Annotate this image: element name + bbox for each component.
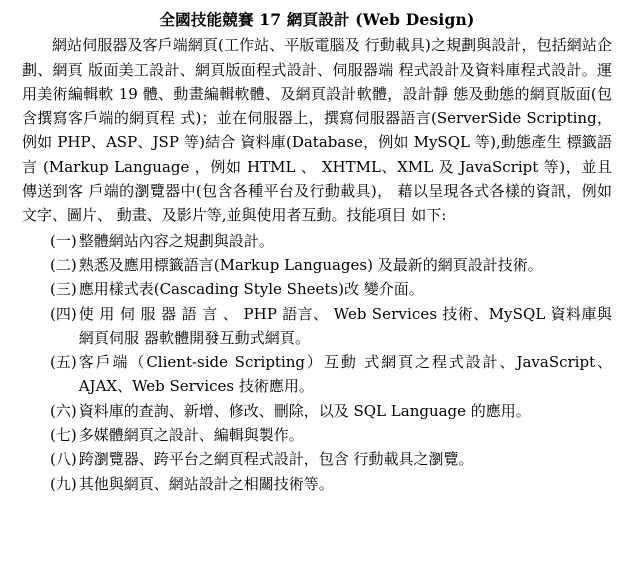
list-item-marker: (四) [50,304,77,323]
skill-items-list [22,229,612,496]
list-item-marker: (三) [50,280,77,299]
list-item-label: 應用樣式表(Cascading Style Sheets)改 變介面。 [78,280,424,299]
list-item [22,447,612,471]
list-item-label: 跨瀏覽器、跨平台之網頁程式設計，包含 行動載具之瀏覽。 [78,450,474,469]
body-paragraph: 網站伺服器及客戶端網頁(工作站、平版電腦及 行動載具)之規劃與設計，包括網站企劃、網頁 版面美工設計、網頁版面程式設計、伺服器端 程式設計及資料庫程式設計。運用美術編輯軟 19 體、動畫編輯軟體、及網頁設計軟體，設計靜 態及動態的網頁版面(包含撰寫客戶端的網頁程 式)；並在伺服器上，撰寫伺服器語言(ServerSide Scripting，例如 PHP、ASP、JSP 等)結合 資料庫(Database，例如 MySQL 等),動態產生 標籤語言 (Markup Language ，例如 HTML 、 XHTML、XML 及 JavaScript 等)，並且傳送到客 戶端的瀏覽器中(包含各種平台及行動載具)， 藉以呈現各式各樣的資訊，例如文字、圖片、 動畫、及影片等,並與使用者互動。技能項目 如下: [22,36,612,225]
list-item [22,277,612,301]
list-item-label: 整體網站內容之規劃與設計。 [78,231,274,250]
list-item-marker: (八) [50,450,77,469]
list-item [22,399,612,423]
list-item [22,423,612,447]
list-item [22,253,612,277]
list-item [22,229,612,253]
list-item-label: 熟悉及應用標籤語言(Markup Languages) 及最新的網頁設計技術。 [78,255,543,274]
list-item-marker: (五) [50,353,77,372]
list-item [22,302,612,351]
list-item-label: 多媒體網頁之設計、編輯與製作。 [78,426,304,444]
list-item-marker: (二) [50,255,77,274]
list-item-marker: (九) [50,474,77,493]
list-item-label: 其他與網頁、網站設計之相關技術等。 [78,474,334,493]
list-item-marker: (七) [50,426,77,444]
list-item-label: 資料庫的查詢、新增、修改、刪除，以及 SQL Language 的應用。 [78,401,531,420]
list-item [22,472,612,496]
page-title: 全國技能競賽 17 網頁設計 (Web Design) [159,10,475,29]
list-item-marker: (一) [50,231,77,250]
list-item [22,350,612,399]
list-item-label: 客戶端（Client-side Scripting）互動 式網頁之程式設計、JavaScript、AJAX、Web Services 技術應用。 [78,353,612,396]
list-item-label: 使 用 伺 服 器 語 言 、 PHP 語言、 Web Services 技術、MySQL 資料庫與網頁伺服 器軟體開發互動式網頁。 [78,304,612,347]
list-item-marker: (六) [50,401,77,420]
